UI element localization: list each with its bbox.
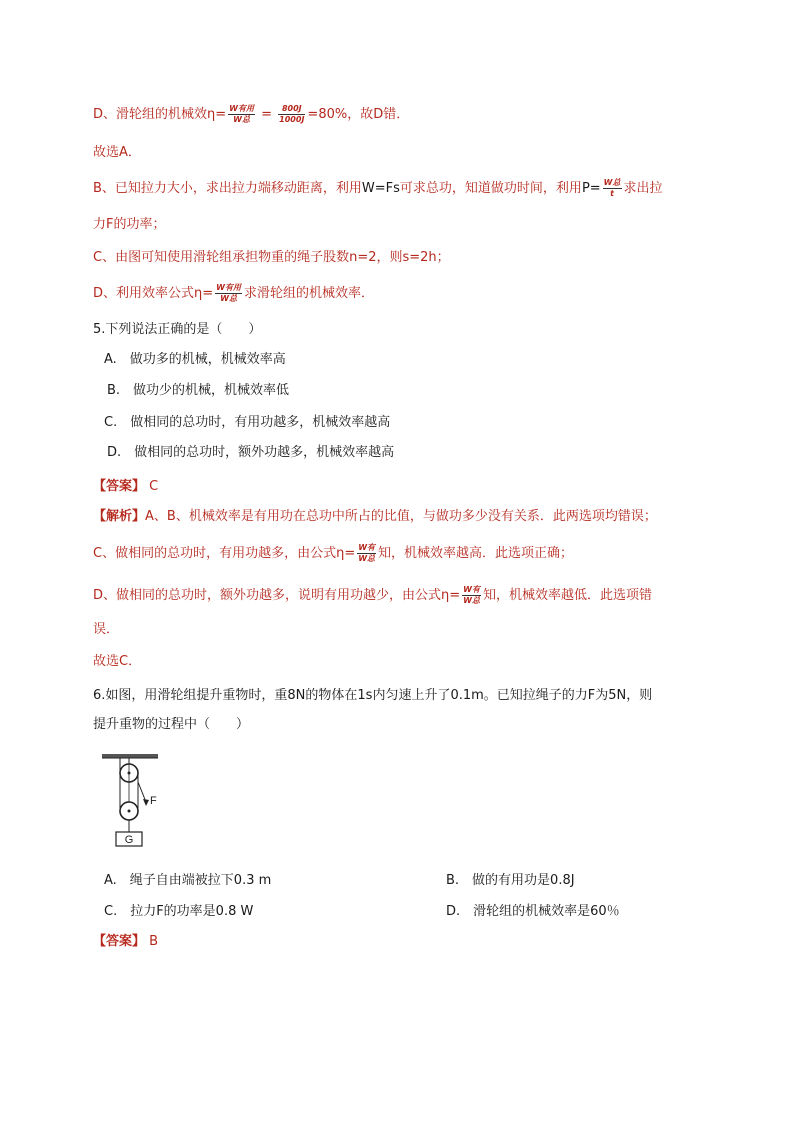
analysis-tag: 【解析】 [93, 509, 146, 524]
q5-analysis-3-cont: 误． [93, 622, 120, 637]
q6-option-a: A. 绳子自由端被拉下0.3 m [104, 873, 272, 888]
text: D、做相同的总功时，额外功越多，说明有用功越少，由公式η= [93, 588, 461, 603]
q5-analysis-3 [93, 585, 652, 606]
numerator: 800J [278, 104, 305, 115]
text: D、利用效率公式η= [93, 286, 214, 301]
q6-stem-line2: 提升重物的过程中（ ） [93, 717, 250, 732]
q5-analysis-2 [93, 543, 573, 564]
analysis-c: C、由图可知使用滑轮组承担物重的绳子股数n=2，则s=2h； [93, 250, 450, 265]
q6-option-d: D. 滑轮组的机械效率是60％ [446, 904, 620, 919]
text: 知，机械效率越高．此选项正确； [378, 546, 574, 561]
text: C、做相同的总功时，有用功越多，由公式η= [93, 546, 356, 561]
q6-answer [93, 932, 158, 952]
q5-option-b: B. 做功少的机械，机械效率低 [107, 383, 290, 398]
denominator: W总 [233, 115, 250, 124]
q6-stem-line1: 6.如图，用滑轮组提升重物时，重8N的物体在1s内匀速上升了0.1m。已知拉绳子的力F为5N，则 [93, 688, 653, 703]
q6-option-c: C. 拉力F的功率是0.8 W [104, 904, 254, 919]
denominator: W总 [358, 554, 376, 563]
denominator: W总 [220, 294, 237, 303]
q5-analysis-1 [93, 507, 657, 527]
analysis-d-formula [93, 283, 374, 304]
select-a: 故选A． [93, 145, 141, 160]
equals: = [261, 107, 273, 122]
answer-value: C [149, 479, 159, 494]
text: 求滑轮组的机械效率． [243, 286, 374, 301]
movable-pulley-axle [128, 810, 131, 813]
analysis-b-line1 [93, 178, 663, 199]
text: A、B、机械效率是有用功在总功中所占的比值，与做功多少没有关系．此两选项均错误； [145, 509, 657, 524]
text: =80%，故D错． [307, 107, 410, 122]
q5-select: 故选C． [93, 654, 142, 669]
fraction-efficiency [462, 585, 481, 606]
q5-option-d: D. 做相同的总功时，额外功越多，机械效率越高 [107, 445, 395, 460]
text: 可求总功，知道做功时间，利用 [399, 181, 582, 196]
denominator: 1000J [279, 115, 305, 124]
fraction-useful-total [228, 104, 255, 125]
fraction-values [278, 104, 305, 125]
numerator: W有用 [229, 104, 254, 113]
numerator: W有 [463, 585, 480, 594]
answer-tag: 【答案】 [93, 934, 146, 949]
answer-tag: 【答案】 [93, 479, 146, 494]
text: 知，机械效率越低．此选项错 [482, 588, 652, 603]
q5-option-c: C. 做相同的总功时，有用功越多，机械效率越高 [104, 415, 391, 430]
numerator: W总 [603, 178, 621, 187]
analysis-d-efficiency [93, 104, 409, 125]
q5-option-a: A. 做功多的机械，机械效率高 [104, 352, 286, 367]
text: D、滑轮组的机械效η= [93, 107, 227, 122]
denominator: t [610, 189, 614, 198]
denominator: W总 [463, 596, 480, 605]
q6-option-b: B. 做的有用功是0.8J [446, 873, 575, 888]
q5-stem: 5.下列说法正确的是（ ） [93, 322, 262, 337]
fraction-efficiency [357, 543, 376, 564]
weight-label: G [124, 834, 134, 846]
pulley-diagram [100, 752, 180, 850]
q5-answer [93, 477, 158, 497]
fraction-power [603, 178, 622, 199]
ceiling [102, 754, 158, 758]
answer-value: B [149, 934, 159, 949]
formula-p: P= [581, 181, 601, 196]
text: B、已知拉力大小，求出拉力端移动距离，利用 [93, 181, 362, 196]
fraction-efficiency [215, 283, 242, 304]
numerator: W有用 [216, 283, 241, 292]
formula-wfs: W=Fs [361, 181, 400, 196]
force-label: F [150, 795, 157, 807]
text: 求出拉 [623, 181, 663, 196]
analysis-b-line2: 力F的功率； [93, 217, 166, 232]
force-line [138, 782, 146, 802]
numerator: W有 [358, 543, 376, 552]
force-arrow-head [143, 799, 149, 806]
